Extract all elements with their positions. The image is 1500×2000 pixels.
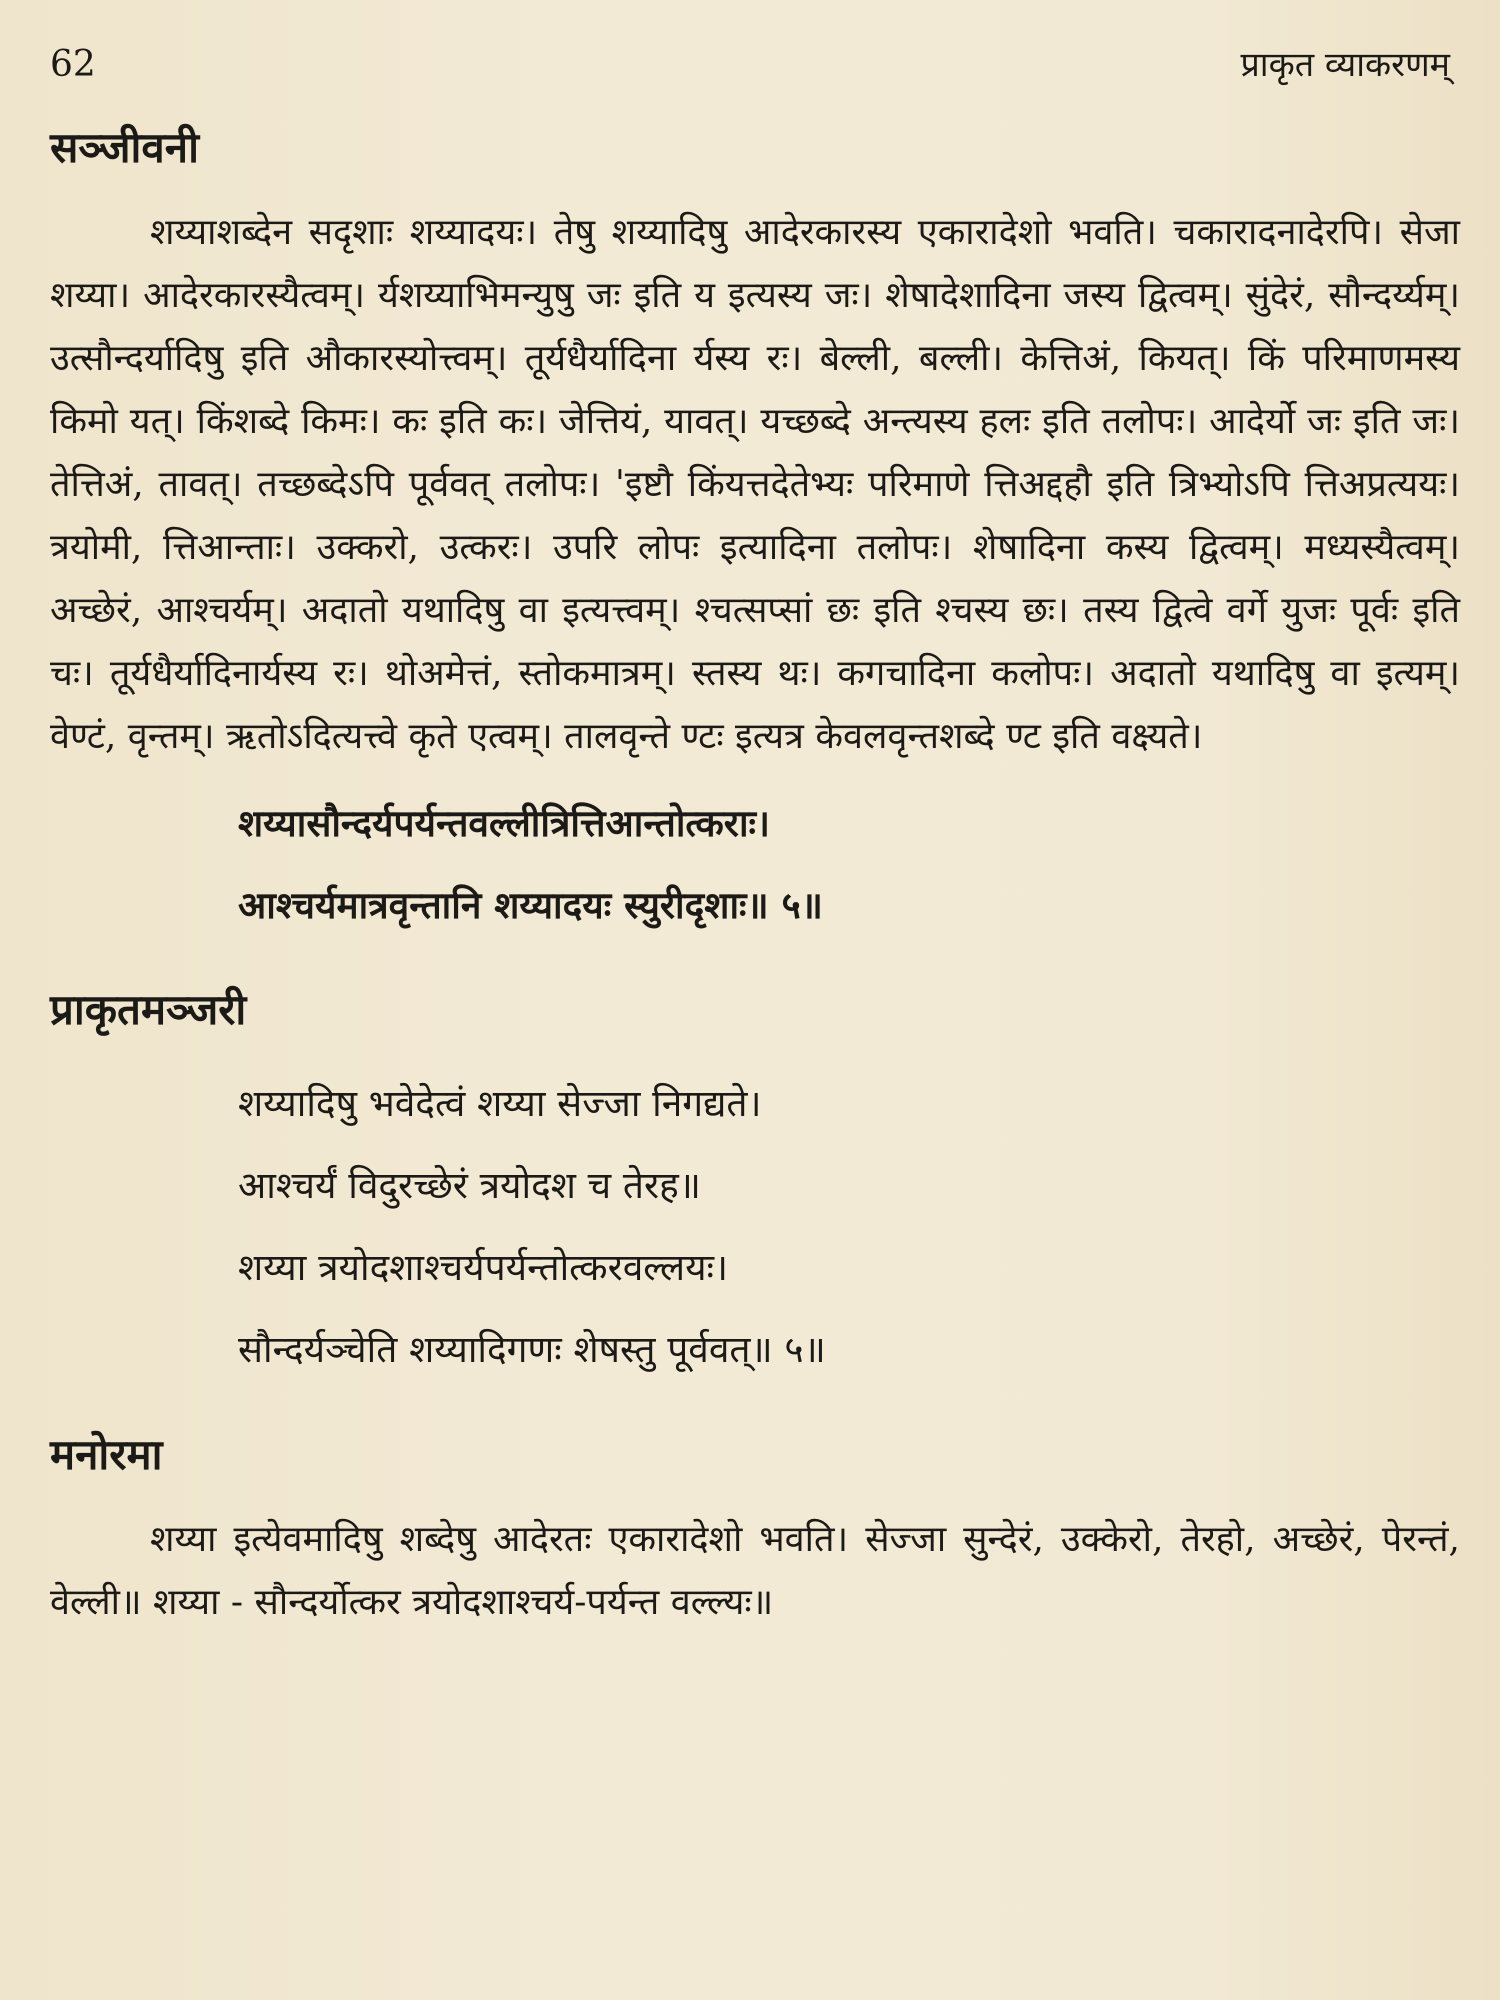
verse-line: शय्या त्रयोदशाश्चर्यपर्यन्तोत्करवल्लयः। <box>238 1246 729 1289</box>
manorama-section <box>50 1425 1460 1634</box>
section-heading-manorama: मनोरमा <box>50 1430 163 1479</box>
prakritamanjari-verse <box>50 1063 1460 1391</box>
verse-line: आश्चर्यमात्रवृन्तानि शय्यादयः स्युरीदृशाः॥ ५॥ <box>238 883 823 927</box>
section-heading-prakritamanjari: प्राकृतमञ्जरी <box>50 985 247 1034</box>
sanjivani-section <box>50 118 1460 946</box>
verse-line: शय्यादिषु भवेदेत्वं शय्या सेज्जा निगद्यते। <box>238 1082 762 1125</box>
verse-line: सौन्दर्यञ्चेति शय्यादिगणः शेषस्तु पूर्ववत्॥ ५॥ <box>238 1328 826 1371</box>
sanjivani-verse <box>50 782 1460 946</box>
sanjivani-commentary: शय्याशब्देन सदृशाः शय्यादयः। तेषु शय्यादिषु आदेरकारस्य एकारादेशो भवति। चकारादनादेरपि। सेजा शय्या। आदेरकारस्यैत्वम्। र्यशय्याभिमन्युषु जः इति य इत्यस्य जः। शेषादेशादिना जस्य द्वित्वम्। सुंदेरं, सौन्दर्य्यम्। उत्सौन्दर्यादिषु इति औकारस्योत्त्वम्। तूर्यधैर्यादिना र्यस्य रः। बेल्ली, बल्ली। केत्तिअं, कियत्। किं परिमाणमस्य किमो यत्। किंशब्दे किमः। कः इति कः। जेत्तियं, यावत्। यच्छब्दे अन्त्यस्य हलः इति तलोपः। आदेर्यो जः इति जः। तेत्तिअं, तावत्। तच्छब्देऽपि पूर्ववत् तलोपः। 'इष्टौ किंयत्तदेतेभ्यः परिमाणे त्तिअद्दहौ इति त्रिभ्योऽपि त्तिअप्रत्ययः। त्रयोमी, त्तिआन्ताः। उक्करो, उत्करः। उपरि लोपः इत्यादिना तलोपः। शेषादिना कस्य द्वित्वम्। मध्यस्यैत्वम्। अच्छेरं, आश्चर्यम्। अदातो यथादिषु वा इत्यत्त्वम्। श्चत्सप्सां छः इति श्चस्य छः। तस्य द्वित्वे वर्गे युजः पूर्वः इति चः। तूर्यधैर्यादिनार्यस्य रः। थोअमेत्तं, स्तोकमात्रम्। स्तस्य थः। कगचादिना कलोपः। अदातो यथादिषु वा इत्यम्। वेण्टं, वृन्तम्। ऋतोऽदित्यत्त्वे कृते एत्वम्। तालवृन्ते ण्टः इत्यत्र केवलवृन्तशब्दे ण्ट इति वक्ष्यते। <box>50 212 1460 757</box>
prakritamanjari-section <box>50 980 1460 1391</box>
running-header <box>50 40 1460 100</box>
page-number: 62 <box>50 44 96 85</box>
verse-line: आश्चर्यं विदुरच्छेरं त्रयोदश च तेरह॥ <box>238 1164 701 1207</box>
section-heading-sanjivani: सञ्जीवनी <box>50 123 199 172</box>
running-title: प्राकृत व्याकरणम् <box>1240 45 1450 85</box>
manorama-commentary: शय्या इत्येवमादिषु शब्देषु आदेरतः एकारादेशो भवति। सेज्जा सुन्देरं, उक्केरो, तेरहो, अच्छेरं, पेरन्तं, वेल्ली॥ शय्या - सौन्दर्योत्कर त्रयोदशाश्चर्य-पर्यन्त वल्ल्यः॥ <box>50 1519 1460 1623</box>
verse-line: शय्यासौन्दर्यपर्यन्तवल्लीत्रित्तिआन्तोत्कराः। <box>238 801 771 845</box>
